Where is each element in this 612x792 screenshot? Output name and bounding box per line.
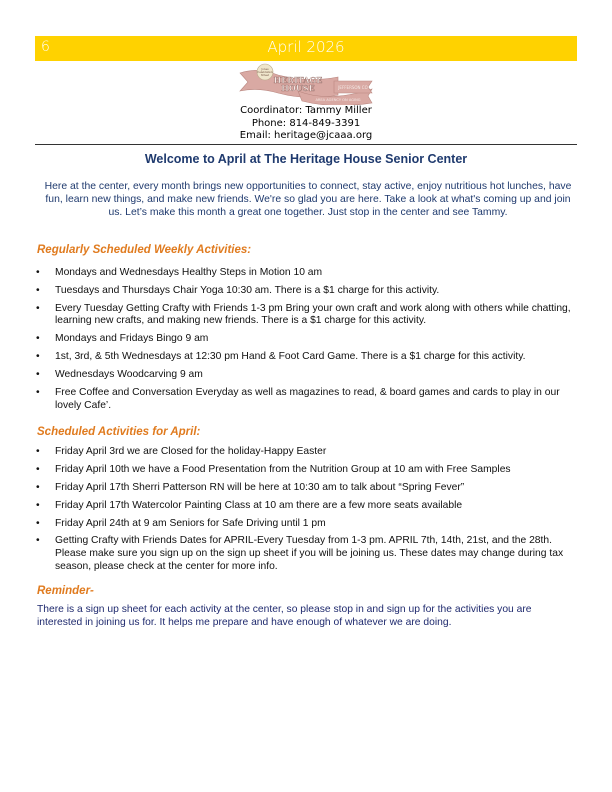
email-address[interactable]: Email: heritage@jcaaa.org xyxy=(239,130,373,141)
svg-text:Jones: Jones xyxy=(261,68,269,71)
bullet-icon: • xyxy=(36,446,40,457)
coordinator-name: Coordinator: Tammy Miller xyxy=(240,105,372,116)
svg-text:HERITAGE: HERITAGE xyxy=(273,75,323,85)
list-item: • Mondays and Wednesdays Healthy Steps in Motion 10 am xyxy=(36,267,323,278)
welcome-title: Welcome to April at The Heritage House Senior Center xyxy=(144,152,468,166)
svg-text:Street: Street xyxy=(260,74,270,77)
header-bar xyxy=(35,36,577,61)
list-item: • Wednesdays Woodcarving 9 am xyxy=(36,369,203,381)
bullet-icon: • xyxy=(36,284,40,296)
page-number: 6 xyxy=(41,39,50,55)
bullet-icon: • xyxy=(36,267,40,278)
contact-block xyxy=(0,105,612,143)
bullet-icon: • xyxy=(36,535,40,547)
phone-number: Phone: 814-849-3391 xyxy=(251,117,361,129)
svg-text:HOUSE: HOUSE xyxy=(281,83,315,93)
divider xyxy=(35,144,577,145)
list-item: • Friday April 17th Sherri Patterson RN will be here at 10:30 am to talk about “Spring Fever” xyxy=(36,481,465,493)
issue-date: April 2026 xyxy=(267,38,345,56)
list-item: • Getting Crafty with Friends Dates for APRIL-Every Tuesday from 1-3 pm. APRIL 7th, 14th, 21st, and the 28th. Please make sure you sign up on the sign up sheet if you will be joining us. These dates may change during tax season, please check at the center for more info. xyxy=(36,535,564,572)
intro-paragraph: Here at the center, every month brings new opportunities to connect, stay active, enjoy nutritious hot lunches, have fun, learn new things, and make new friends. We're so glad you are here. Take a look at what's coming up and join us. Let’s make this month a great one together. Just stop in the center and see Tammy. xyxy=(44,181,572,219)
april-activities-list xyxy=(35,446,582,579)
heritage-house-logo xyxy=(238,63,374,105)
weekly-activities-list xyxy=(35,267,582,418)
bullet-icon: • xyxy=(36,302,40,314)
svg-text:Celebration: Celebration xyxy=(257,71,273,74)
bullet-icon: • xyxy=(36,351,40,363)
list-item: • Mondays and Fridays Bingo 9 am xyxy=(36,333,209,345)
list-item: • Every Tuesday Getting Crafty with Friends 1-3 pm Bring your own craft and work along with others while chatting, learning new crafts, and making new friends. There is a $1 charge for this activity. xyxy=(36,302,571,327)
svg-text:JEFFERSON CO: JEFFERSON CO xyxy=(338,85,368,90)
list-item: • Friday April 17th Watercolor Painting Class at 10 am there are a few more seats available xyxy=(36,499,463,511)
reminder-heading: Reminder- xyxy=(37,585,94,597)
list-item: • Friday April 10th we have a Food Presentation from the Nutrition Group at 10 am with Free Samples xyxy=(36,463,511,475)
weekly-activities-heading: Regularly Scheduled Weekly Activities: xyxy=(37,244,252,256)
reminder-text: There is a sign up sheet for each activity at the center, so please stop in and sign up for the activities you are interested in joining us for. It helps me prepare and have enough of whatever we are doing. xyxy=(37,604,532,628)
bullet-icon: • xyxy=(36,463,40,475)
bullet-icon: • xyxy=(36,333,40,345)
list-item: • Friday April 3rd we are Closed for the holiday-Happy Easter xyxy=(36,446,327,457)
list-item: • Tuesdays and Thursdays Chair Yoga 10:30 am. There is a $1 charge for this activity. xyxy=(36,284,440,296)
bullet-icon: • xyxy=(36,481,40,493)
list-item: • Friday April 24th at 9 am Seniors for Safe Driving until 1 pm xyxy=(36,517,326,529)
april-activities-heading: Scheduled Activities for April: xyxy=(37,426,201,438)
list-item: • Free Coffee and Conversation Everyday as well as magazines to read, & board games and cards to play in our lovely Cafe’. xyxy=(36,387,560,411)
bullet-icon: • xyxy=(36,499,40,511)
bullet-icon: • xyxy=(36,369,40,381)
bullet-icon: • xyxy=(36,517,40,529)
svg-text:AREA AGENCY ON AGING: AREA AGENCY ON AGING xyxy=(315,98,361,102)
list-item: • 1st, 3rd, & 5th Wednesdays at 12:30 pm Hand & Foot Card Game. There is a $1 charge for this activity. xyxy=(36,351,526,363)
bullet-icon: • xyxy=(36,387,40,399)
